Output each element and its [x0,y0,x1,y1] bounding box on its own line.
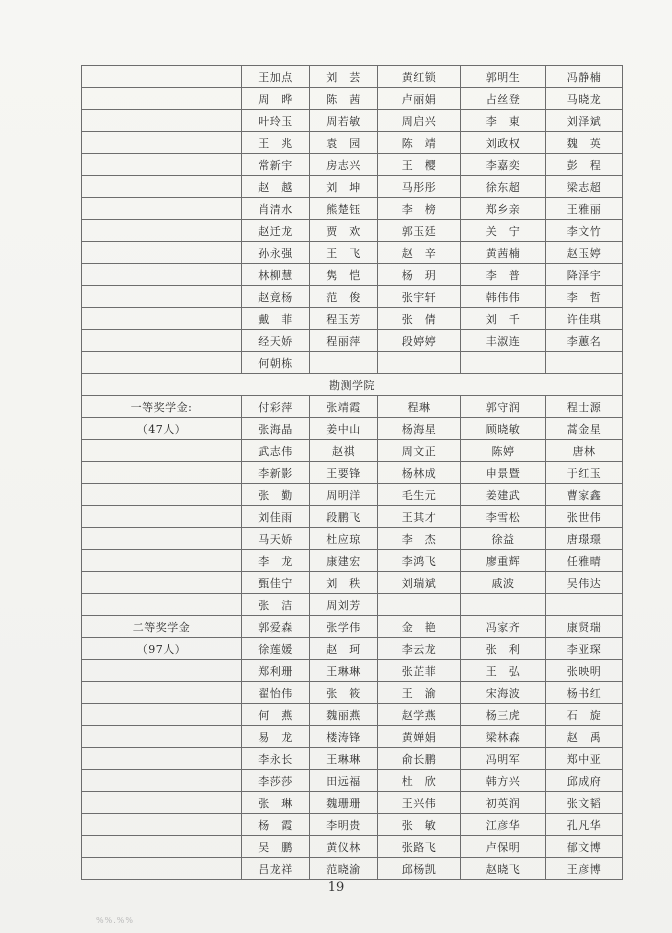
student-name-cell: 张映明 [546,660,623,682]
student-name-cell: 赵迁龙 [242,220,310,242]
student-name-cell: 赵 越 [242,176,310,198]
student-name-cell: 王 兆 [242,132,310,154]
student-name-cell: 刘泽斌 [546,110,623,132]
student-name-cell: 张靖霞 [310,396,378,418]
student-name-cell: 姜中山 [310,418,378,440]
student-name-cell: 杨三虎 [461,704,546,726]
student-name-cell: 周若敏 [310,110,378,132]
student-name-cell: 楼涛锋 [310,726,378,748]
student-name-cell: 梁林森 [461,726,546,748]
student-name-cell: 赵竟杨 [242,286,310,308]
award-category-cell [82,550,242,572]
student-name-cell: 何朝栋 [242,352,310,374]
student-name-cell: 张 利 [461,638,546,660]
award-category-cell [82,264,242,286]
student-name-cell: 李蕙名 [546,330,623,352]
student-name-cell: 范晓渝 [310,858,378,880]
table-row [82,616,623,638]
student-name-cell: 戚波 [461,572,546,594]
award-category-cell [82,154,242,176]
student-name-cell: 王兴伟 [378,792,461,814]
student-name-cell: 张 倩 [378,308,461,330]
student-name-cell: 刘佳雨 [242,506,310,528]
student-name-cell [310,352,378,374]
student-name-cell: 马晓龙 [546,88,623,110]
student-name-cell: 初英润 [461,792,546,814]
student-name-cell: 陈 茜 [310,88,378,110]
student-name-cell: 马天娇 [242,528,310,550]
student-name-cell: 王要锋 [310,462,378,484]
student-name-cell: 孙永强 [242,242,310,264]
student-name-cell: 占丝登 [461,88,546,110]
student-name-cell: 李雪松 [461,506,546,528]
student-name-cell: 熊楚钰 [310,198,378,220]
student-name-cell: 关 宁 [461,220,546,242]
section-row [82,374,623,396]
award-category-cell [82,484,242,506]
student-name-cell: 周 晔 [242,88,310,110]
student-name-cell: 杨书红 [546,682,623,704]
student-name-cell: 丰淑连 [461,330,546,352]
student-name-cell: 范 俊 [310,286,378,308]
award-category-cell [82,792,242,814]
table-row [82,286,623,308]
student-name-cell: 廖重辉 [461,550,546,572]
student-name-cell: 段鹏飞 [310,506,378,528]
award-category-cell [82,770,242,792]
table-row [82,110,623,132]
table-row [82,352,623,374]
student-name-cell: 降泽宇 [546,264,623,286]
student-name-cell: 李明贵 [310,814,378,836]
section-heading: 勘测学院 [82,374,623,396]
table-row [82,308,623,330]
table-row [82,176,623,198]
student-name-cell: 吕龙祥 [242,858,310,880]
student-name-cell: 郭明生 [461,66,546,88]
student-name-cell: 韩方兴 [461,770,546,792]
award-category-cell [82,330,242,352]
student-name-cell: 李嘉奕 [461,154,546,176]
student-name-cell: 王其才 [378,506,461,528]
student-name-cell: 任雅晴 [546,550,623,572]
student-name-cell: 李文竹 [546,220,623,242]
student-name-cell: 康贤瑞 [546,616,623,638]
table-row [82,264,623,286]
student-name-cell: 冯明军 [461,748,546,770]
table-row [82,440,623,462]
award-category-cell [82,88,242,110]
table-row [82,66,623,88]
student-name-cell: 甄佳宁 [242,572,310,594]
table-row [82,154,623,176]
student-name-cell [546,594,623,616]
award-category-cell [82,836,242,858]
table-row [82,330,623,352]
student-name-cell: 郑利珊 [242,660,310,682]
student-name-cell: 杜 欣 [378,770,461,792]
table-row [82,726,623,748]
student-name-cell: 李亚琛 [546,638,623,660]
student-name-cell: 黄婵娟 [378,726,461,748]
award-category-cell [82,858,242,880]
table-row [82,704,623,726]
student-name-cell: 郑乡亲 [461,198,546,220]
student-name-cell: 吴 鹏 [242,836,310,858]
table-row [82,858,623,880]
student-name-cell: 武志伟 [242,440,310,462]
student-name-cell: 黄仪林 [310,836,378,858]
table-row [82,572,623,594]
scan-artifact: %%.%% [96,916,134,925]
student-name-cell: 张文韬 [546,792,623,814]
table-row [82,396,623,418]
student-name-cell: 魏珊珊 [310,792,378,814]
student-name-cell: 李莎莎 [242,770,310,792]
student-name-cell: 金 艳 [378,616,461,638]
student-name-cell [461,594,546,616]
student-name-cell: 袁 园 [310,132,378,154]
student-name-cell: 石 旋 [546,704,623,726]
student-name-cell: 李鸿飞 [378,550,461,572]
student-name-cell: 李 龙 [242,550,310,572]
award-category-cell [82,132,242,154]
student-name-cell: 邱成府 [546,770,623,792]
student-name-cell: 王彦博 [546,858,623,880]
student-name-cell: 孔凡华 [546,814,623,836]
student-name-cell: 蒿金星 [546,418,623,440]
student-name-cell: 李 榜 [378,198,461,220]
student-name-cell: 曹家鑫 [546,484,623,506]
student-name-cell: 赵玉婷 [546,242,623,264]
table-row [82,528,623,550]
table-row [82,198,623,220]
student-name-cell: 李新影 [242,462,310,484]
table-row [82,836,623,858]
student-name-cell: 郁文博 [546,836,623,858]
student-name-cell: 郭爱森 [242,616,310,638]
student-name-cell: 徐东超 [461,176,546,198]
award-category-cell [82,440,242,462]
student-name-cell: 顾晓敏 [461,418,546,440]
student-name-cell: 李永长 [242,748,310,770]
student-name-cell: 程玉芳 [310,308,378,330]
student-name-cell: 邱杨凯 [378,858,461,880]
student-name-cell: 魏 英 [546,132,623,154]
table-row [82,792,623,814]
student-name-cell: 赵 禹 [546,726,623,748]
student-name-cell: 王加点 [242,66,310,88]
student-name-cell: 翟怡伟 [242,682,310,704]
student-name-cell: 张 敏 [378,814,461,836]
award-category-cell [82,176,242,198]
student-name-cell: 王 飞 [310,242,378,264]
student-name-cell [378,352,461,374]
student-name-cell: 俞长鹏 [378,748,461,770]
student-name-cell: 陈婷 [461,440,546,462]
student-name-cell: 张宇轩 [378,286,461,308]
student-name-cell: 杨 玥 [378,264,461,286]
student-name-cell: 张海晶 [242,418,310,440]
award-category-cell [82,286,242,308]
student-name-cell: 程丽萍 [310,330,378,352]
student-name-cell: 隽 恺 [310,264,378,286]
table-row [82,660,623,682]
student-name-cell: 张 筱 [310,682,378,704]
student-name-cell: 陈 靖 [378,132,461,154]
student-name-cell: 徐莲媛 [242,638,310,660]
student-name-cell: 张芷菲 [378,660,461,682]
student-name-cell: 赵学燕 [378,704,461,726]
student-name-cell: 赵 珂 [310,638,378,660]
award-category-cell [82,242,242,264]
student-name-cell: 常新宇 [242,154,310,176]
student-name-cell: 段婷婷 [378,330,461,352]
student-name-cell: 田远福 [310,770,378,792]
student-name-cell: 卢保明 [461,836,546,858]
table-row [82,682,623,704]
student-name-cell: 周刘芳 [310,594,378,616]
student-name-cell: 唐林 [546,440,623,462]
award-category-cell [82,726,242,748]
student-name-cell: 刘瑞斌 [378,572,461,594]
student-name-cell: 张 洁 [242,594,310,616]
student-name-cell: 杨林成 [378,462,461,484]
student-name-cell: 林柳慧 [242,264,310,286]
table-row [82,748,623,770]
student-name-cell: 王 樱 [378,154,461,176]
award-category-cell [82,594,242,616]
student-name-cell: 冯静楠 [546,66,623,88]
award-category-cell [82,198,242,220]
award-category-cell [82,110,242,132]
student-name-cell: 彭 程 [546,154,623,176]
student-name-cell: 毛生元 [378,484,461,506]
student-name-cell [378,594,461,616]
student-name-cell: 张路飞 [378,836,461,858]
page-number: 19 [327,880,345,895]
award-category-cell [82,704,242,726]
student-name-cell: 杨 霞 [242,814,310,836]
student-name-cell: 戴 菲 [242,308,310,330]
student-name-cell: 李 東 [461,110,546,132]
student-name-cell: 张 琳 [242,792,310,814]
student-name-cell: 肖清水 [242,198,310,220]
student-name-cell: 易 龙 [242,726,310,748]
roster-body [82,66,623,880]
student-name-cell: 杜应琼 [310,528,378,550]
student-name-cell: 唐璟璟 [546,528,623,550]
scholarship-roster-table [81,65,623,880]
award-category-cell [82,220,242,242]
student-name-cell: 王 弘 [461,660,546,682]
student-name-cell: 刘政权 [461,132,546,154]
table-row [82,132,623,154]
award-category-cell: （97人） [82,638,242,660]
student-name-cell: 黄红锁 [378,66,461,88]
student-name-cell: 李云龙 [378,638,461,660]
award-category-cell: （47人） [82,418,242,440]
student-name-cell: 姜建武 [461,484,546,506]
student-name-cell: 宋海波 [461,682,546,704]
award-category-cell [82,308,242,330]
table-row [82,242,623,264]
table-row [82,638,623,660]
table-row [82,550,623,572]
award-category-cell [82,660,242,682]
award-category-cell [82,352,242,374]
award-category-cell [82,682,242,704]
student-name-cell: 赵晓飞 [461,858,546,880]
award-category-cell [82,528,242,550]
student-name-cell: 马彤彤 [378,176,461,198]
award-category-cell [82,748,242,770]
student-name-cell: 周文正 [378,440,461,462]
award-category-cell [82,66,242,88]
student-name-cell: 王琳琳 [310,748,378,770]
award-category-cell: 二等奖学金 [82,616,242,638]
table-row [82,814,623,836]
student-name-cell: 王雅丽 [546,198,623,220]
student-name-cell: 韩伟伟 [461,286,546,308]
award-category-cell [82,572,242,594]
student-name-cell [546,352,623,374]
student-name-cell: 张世伟 [546,506,623,528]
student-name-cell: 郭玉廷 [378,220,461,242]
student-name-cell: 经天娇 [242,330,310,352]
table-row [82,418,623,440]
award-category-cell [82,462,242,484]
student-name-cell: 于红玉 [546,462,623,484]
student-name-cell: 卢丽娟 [378,88,461,110]
student-name-cell: 李 杰 [378,528,461,550]
student-name-cell: 张学伟 [310,616,378,638]
student-name-cell: 程士源 [546,396,623,418]
student-name-cell: 房志兴 [310,154,378,176]
student-name-cell: 叶玲玉 [242,110,310,132]
student-name-cell: 张 勤 [242,484,310,506]
award-category-cell [82,506,242,528]
student-name-cell: 赵祺 [310,440,378,462]
student-name-cell: 王琳琳 [310,660,378,682]
student-name-cell: 魏丽燕 [310,704,378,726]
award-category-cell: 一等奖学金: [82,396,242,418]
table-row [82,88,623,110]
student-name-cell: 刘 芸 [310,66,378,88]
table-row [82,484,623,506]
table-row [82,462,623,484]
student-name-cell: 刘 秩 [310,572,378,594]
student-name-cell: 周启兴 [378,110,461,132]
table-row [82,220,623,242]
student-name-cell: 冯家齐 [461,616,546,638]
student-name-cell: 赵 辛 [378,242,461,264]
student-name-cell: 许佳琪 [546,308,623,330]
table-row [82,594,623,616]
student-name-cell: 黄茜楠 [461,242,546,264]
award-category-cell [82,814,242,836]
student-name-cell: 康建宏 [310,550,378,572]
student-name-cell: 杨海星 [378,418,461,440]
student-name-cell: 何 燕 [242,704,310,726]
student-name-cell: 刘 坤 [310,176,378,198]
table-row [82,770,623,792]
student-name-cell [461,352,546,374]
student-name-cell: 梁志超 [546,176,623,198]
student-name-cell: 江彦华 [461,814,546,836]
student-name-cell: 王 渝 [378,682,461,704]
student-name-cell: 郑中亚 [546,748,623,770]
student-name-cell: 徐益 [461,528,546,550]
student-name-cell: 申景暨 [461,462,546,484]
student-name-cell: 周明洋 [310,484,378,506]
student-name-cell: 贾 欢 [310,220,378,242]
table-row [82,506,623,528]
student-name-cell: 付彩萍 [242,396,310,418]
student-name-cell: 程琳 [378,396,461,418]
student-name-cell: 李 哲 [546,286,623,308]
student-name-cell: 吴伟达 [546,572,623,594]
student-name-cell: 郭守润 [461,396,546,418]
student-name-cell: 李 普 [461,264,546,286]
student-name-cell: 刘 千 [461,308,546,330]
